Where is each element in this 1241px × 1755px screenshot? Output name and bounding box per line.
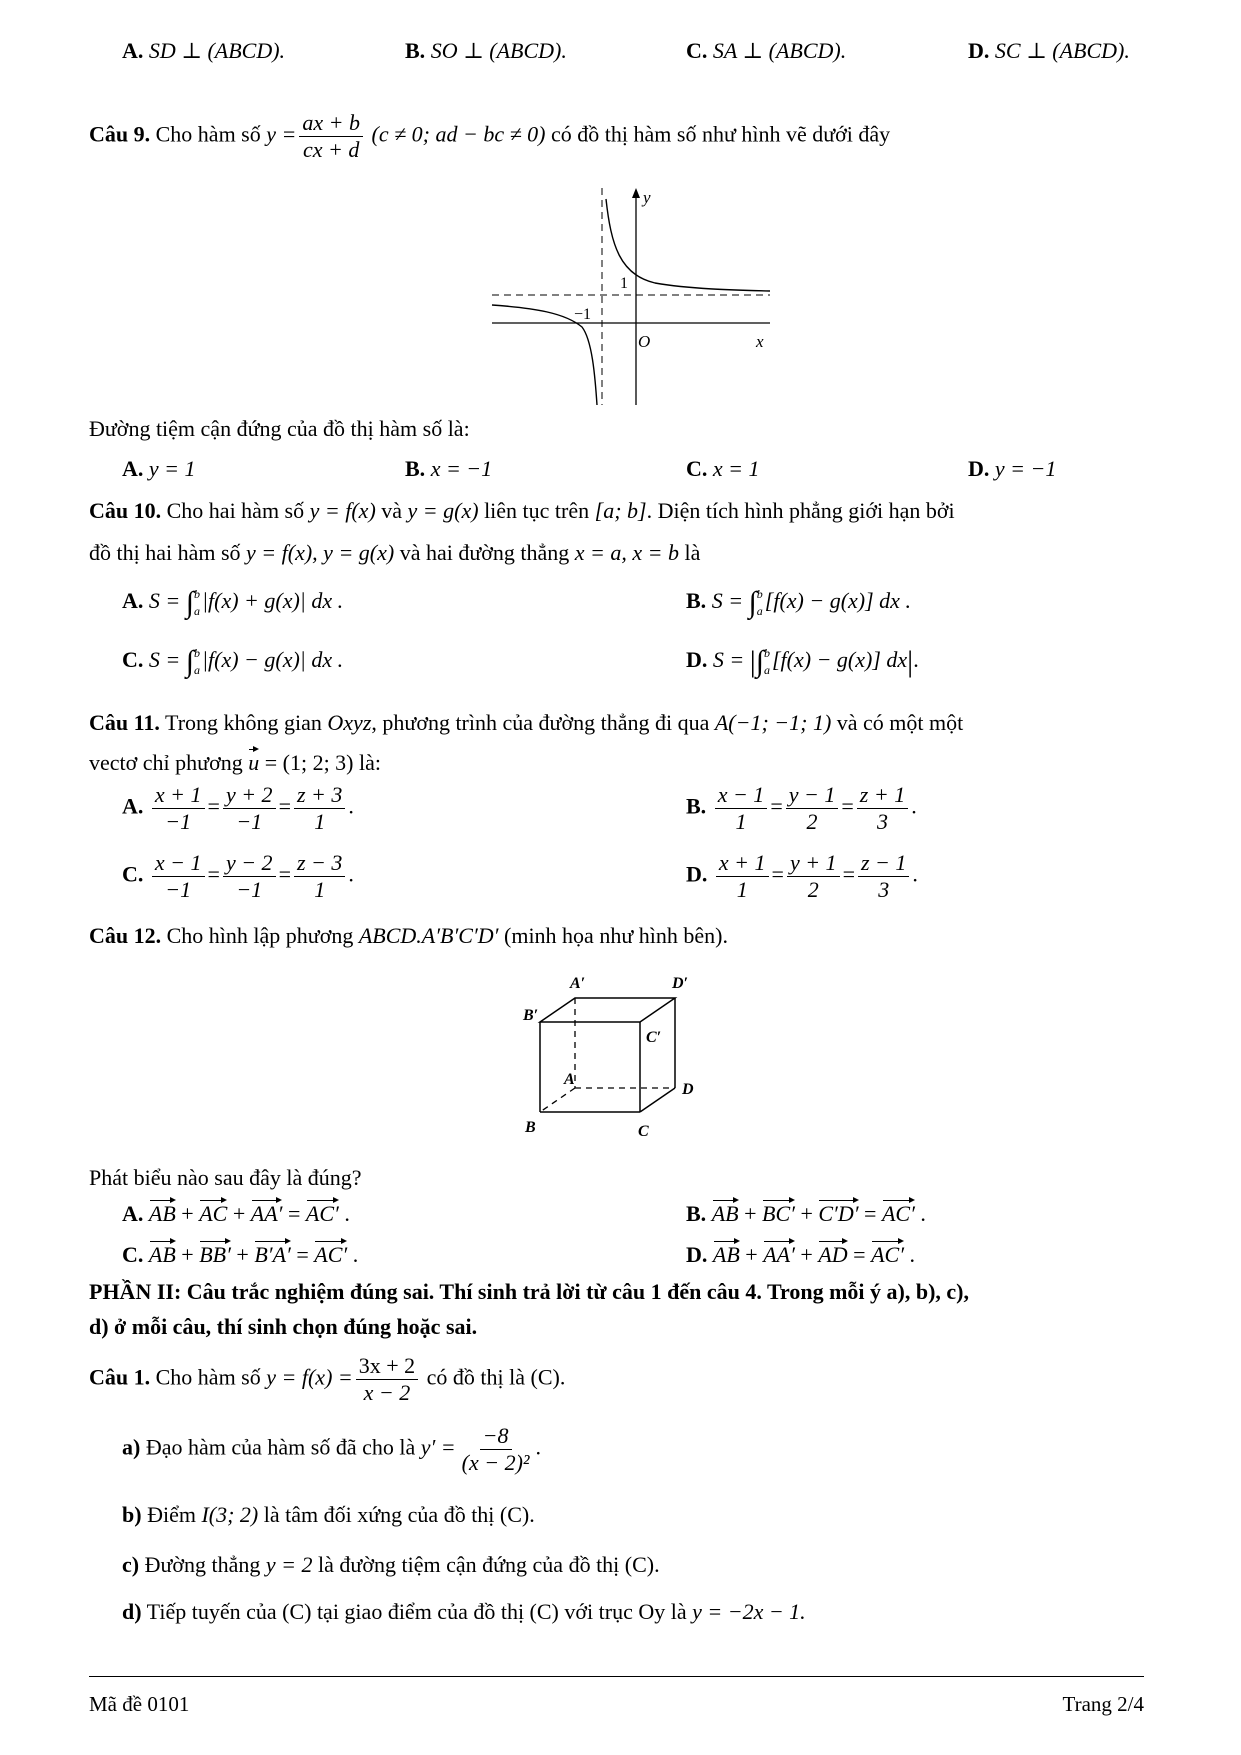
vertex-label-D1: D′ — [672, 975, 689, 992]
q12-option-b: B. AB + BC′ + C′D′ = AC′ . — [686, 1201, 926, 1226]
part2-heading-line2: d) ở mỗi câu, thí sinh chọn đúng hoặc sai. — [89, 1314, 478, 1339]
curve-right-branch — [606, 199, 770, 291]
edge-CD — [640, 1088, 675, 1112]
footer-page-number: Trang 2/4 — [1062, 1692, 1144, 1716]
q9-question: Đường tiệm cận đứng của đồ thị hàm số là: — [89, 416, 470, 441]
q8-option-c: C. SA ⊥ (ABCD). — [686, 38, 847, 63]
q11-option-d: D. $\frac{x + 1}{1}$ = $\frac{y + 1}{2}$ = $\frac{z - 1}{3}$ . — [686, 850, 918, 902]
q9-stem: Câu 9. Cho hàm số y = $\frac{ax + b}{cx + d}$ (c ≠ 0; ad − bc ≠ 0) có đồ thị hàm số như hình vẽ dưới đây — [89, 110, 891, 162]
q10-stem-line1: Câu 10. Cho hai hàm số y = f(x) và y = g(x) liên tục trên [a; b]. Diện tích hình phẳng giới hạn bởi — [89, 498, 955, 523]
q12-option-c: C. AB + BB′ + B′A′ = AC′ . — [122, 1242, 359, 1267]
q10-option-d: D. S = |∫ b a [f(x) − g(x)] dx|. — [686, 644, 919, 678]
q8-option-b: B. SO ⊥ (ABCD). — [405, 38, 567, 63]
q11-stem-line1: Câu 11. Trong không gian Oxyz, phương trình của đường thẳng đi qua A(−1; −1; 1) và có một một — [89, 710, 964, 735]
q12-stem: Câu 12. Cho hình lập phương ABCD.A′B′C′D′ (minh họa như hình bên). — [89, 923, 728, 948]
y-axis-label: y — [643, 188, 651, 207]
q9-option-a: A. y = 1 — [122, 456, 196, 481]
vertex-label-A1: A′ — [570, 975, 586, 992]
p2q1-item-a: a) Đạo hàm của hàm số đã cho là y′ = $\frac{-8}{\text{(x − 2)²}}$ . — [122, 1423, 542, 1475]
q10-option-c: C. S = ∫ b a |f(x) − g(x)| dx . — [122, 644, 344, 678]
q11-option-c: C. $\frac{x - 1}{-1}$ = $\frac{y - 2}{-1}$ = $\frac{z - 3}{1}$ . — [122, 850, 354, 902]
p2q1-item-b: b) Điểm I(3; 2) là tâm đối xứng của đồ thị (C). — [122, 1502, 535, 1527]
vertex-label-B: B — [525, 1119, 536, 1136]
q10-option-a: A. S = ∫ b a |f(x) + g(x)| dx . — [122, 585, 344, 619]
q11-option-b: B. $\frac{x - 1}{1}$ = $\frac{y - 1}{2}$ = $\frac{z + 1}{3}$ . — [686, 782, 917, 834]
q11-option-a: A. $\frac{x + 1}{-1}$ = $\frac{y + 2}{-1}$ = $\frac{z + 3}{1}$ . — [122, 782, 354, 834]
q9-graph — [490, 185, 780, 410]
vertex-label-C: C — [638, 1123, 649, 1140]
p2q1-item-c: c) Đường thẳng y = 2 là đường tiệm cận đứng của đồ thị (C). — [122, 1552, 660, 1577]
edge-AB-hidden — [540, 1088, 575, 1112]
q12-cube-figure — [520, 960, 750, 1160]
q9-option-c: C. x = 1 — [686, 456, 760, 481]
q9-option-b: B. x = −1 — [405, 456, 493, 481]
q12-option-a: A. AB + AC + AA′ = AC′ . — [122, 1201, 350, 1226]
footer-rule — [89, 1676, 1144, 1677]
q8-option-d: D. SC ⊥ (ABCD). — [968, 38, 1130, 63]
origin-label: O — [638, 332, 651, 351]
y-axis-arrow — [632, 188, 640, 198]
vertex-label-D: D — [682, 1081, 694, 1098]
p2q1-stem: Câu 1. Cho hàm số y = f(x) = $\frac{3x + 2}{x - 2}$ có đồ thị là (C). — [89, 1353, 566, 1405]
vertex-label-A: A — [564, 1071, 575, 1088]
vector-u: u — [248, 750, 260, 775]
q11-stem-line2: vectơ chỉ phương u = (1; 2; 3) là: — [89, 750, 382, 775]
p2q1-item-d: d) Tiếp tuyến của (C) tại giao điểm của đồ thị (C) với trục Oy là y = −2x − 1. — [122, 1599, 806, 1624]
tick-label-one: 1 — [620, 275, 628, 292]
footer-exam-code: Mã đề 0101 — [89, 1692, 190, 1716]
q12-option-d: D. AB + AA′ + AD = AC′ . — [686, 1242, 916, 1267]
vertex-label-C1: C′ — [646, 1029, 662, 1046]
q9-option-d: D. y = −1 — [968, 456, 1057, 481]
q12-question: Phát biểu nào sau đây là đúng? — [89, 1165, 362, 1190]
vertex-label-B1: B′ — [523, 1007, 539, 1024]
cube-top-face — [540, 998, 675, 1022]
q8-option-a: A. SD ⊥ (ABCD). — [122, 38, 286, 63]
x-axis-label: x — [756, 332, 764, 351]
q10-stem-line2: đồ thị hai hàm số y = f(x), y = g(x) và hai đường thẳng x = a, x = b là — [89, 540, 701, 565]
part2-heading-line1: PHẦN II: Câu trắc nghiệm đúng sai. Thí sinh trả lời từ câu 1 đến câu 4. Trong mỗi ý a), b), c), — [89, 1279, 969, 1304]
q10-option-b: B. S = ∫ b a [f(x) − g(x)] dx . — [686, 585, 911, 619]
tick-label-minus-one: −1 — [574, 306, 592, 323]
